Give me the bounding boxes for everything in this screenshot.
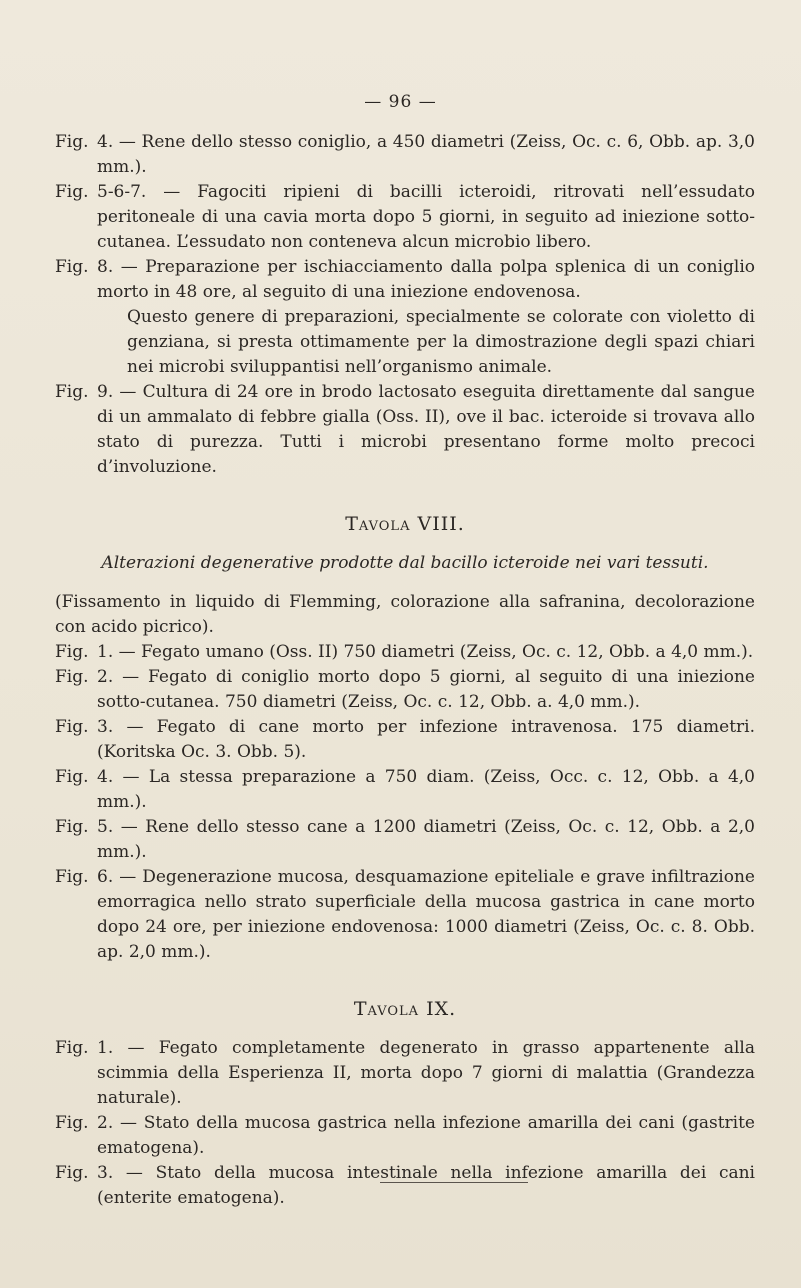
figure-text: 2. — Stato della mucosa gastrica nella infezione amarilla dei cani (gastrite ematogena).	[97, 1113, 755, 1158]
figure-label	[55, 305, 127, 380]
figure-label: Fig.	[55, 1038, 89, 1058]
figure-caption	[55, 1111, 755, 1161]
figure-label: Fig.	[55, 182, 89, 202]
figure-caption	[55, 130, 755, 180]
figure-label: Fig.	[55, 642, 89, 662]
figure-label: Fig.	[55, 717, 89, 737]
figure-text: 4. — La stessa preparazione a 750 diam. (Zeiss, Occ. c. 12, Obb. a 4,0 mm.).	[97, 767, 755, 812]
figure-label: Fig.	[55, 817, 89, 837]
figure-text: 5-6-7. — Fagociti ripieni di bacilli icteroidi, ritrovati nell’essudato peritoneale di una cavia morta dopo 5 giorni, in seguito ad iniezione sotto-cutanea. L’essudato non conteneva alcun microbio libero.	[97, 182, 755, 252]
tavola-ix-figures	[55, 1036, 755, 1211]
figure-caption	[55, 815, 755, 865]
figure-caption	[55, 1036, 755, 1111]
tavola-ix-heading: Tavola IX.	[353, 998, 457, 1020]
text-column	[55, 130, 755, 1211]
figure-text: 3. — Stato della mucosa intestinale nella infezione amarilla dei cani (enterite ematogena).	[97, 1163, 755, 1208]
figure-caption	[55, 180, 755, 255]
figure-caption	[55, 640, 755, 665]
tavola-viii-heading: Tavola VIII.	[345, 513, 465, 535]
figure-label: Fig.	[55, 257, 89, 277]
figure-text: 3. — Fegato di cane morto per infezione intravenosa. 175 diametri. (Koritska Oc. 3. Obb. 5).	[97, 717, 755, 762]
figure-caption	[55, 665, 755, 715]
figure-caption	[55, 305, 755, 380]
figure-caption	[55, 865, 755, 965]
tavola-viii-figures	[55, 640, 755, 965]
figure-label: Fig.	[55, 132, 89, 152]
figure-text: 6. — Degenerazione mucosa, desquamazione epiteliale e grave infiltrazione emorragica nello strato superficiale della mucosa gastrica in cane morto dopo 24 ore, per iniezione endovenosa: 1000 diametri (Zeiss, Oc. c. 8. Obb. ap. 2,0 mm.).	[97, 867, 755, 962]
figure-label: Fig.	[55, 1163, 89, 1183]
page-number: — 96 —	[364, 92, 437, 112]
figure-caption	[55, 380, 755, 480]
tavola-viii-intro: (Fissamento in liquido di Flemming, colorazione alla safranina, decolorazione con acido picrico).	[55, 592, 755, 637]
figure-list-continued	[55, 130, 755, 480]
figure-text: 4. — Rene dello stesso coniglio, a 450 diametri (Zeiss, Oc. c. 6, Obb. ap. 3,0 mm.).	[97, 132, 755, 177]
figure-text: 2. — Fegato di coniglio morto dopo 5 giorni, al seguito di una iniezione sotto-cutanea. 750 diametri (Zeiss, Oc. c. 12, Obb. a. 4,0 mm.).	[97, 667, 755, 712]
figure-label: Fig.	[55, 382, 89, 402]
figure-text: 8. — Preparazione per ischiacciamento dalla polpa splenica di un coniglio morto in 48 ore, al seguito di una iniezione endovenosa.	[97, 257, 755, 302]
figure-text: 5. — Rene dello stesso cane a 1200 diametri (Zeiss, Oc. c. 12, Obb. a 2,0 mm.).	[97, 817, 755, 862]
figure-label: Fig.	[55, 767, 89, 787]
figure-text: Questo genere di preparazioni, specialmente se colorate con violetto di genziana, si presta ottimamente per la dimostrazione degli spazi chiari nei microbi sviluppantisi nell’organismo animale.	[127, 307, 755, 377]
figure-label: Fig.	[55, 1113, 89, 1133]
figure-text: 1. — Fegato umano (Oss. II) 750 diametri (Zeiss, Oc. c. 12, Obb. a 4,0 mm.).	[97, 642, 754, 662]
figure-caption	[55, 765, 755, 815]
figure-text: 9. — Cultura di 24 ore in brodo lactosato eseguita direttamente dal sangue di un ammalato di febbre gialla (Oss. II), ove il bac. icteroide si trovava allo stato di purezza. Tutti i microbi presentano forme molto precoci d’involuzione.	[97, 382, 755, 477]
figure-text: 1. — Fegato completamente degenerato in grasso appartenente alla scimmia della Esperienza II, morta dopo 7 giorni di malattia (Grandezza naturale).	[97, 1038, 755, 1108]
tavola-viii-subtitle: Alterazioni degenerative prodotte dal bacillo icteroide nei vari tessuti.	[101, 553, 709, 573]
figure-caption	[55, 255, 755, 305]
figure-caption	[55, 1161, 755, 1211]
end-rule	[380, 1182, 528, 1183]
figure-label: Fig.	[55, 667, 89, 687]
figure-caption	[55, 715, 755, 765]
figure-label: Fig.	[55, 867, 89, 887]
